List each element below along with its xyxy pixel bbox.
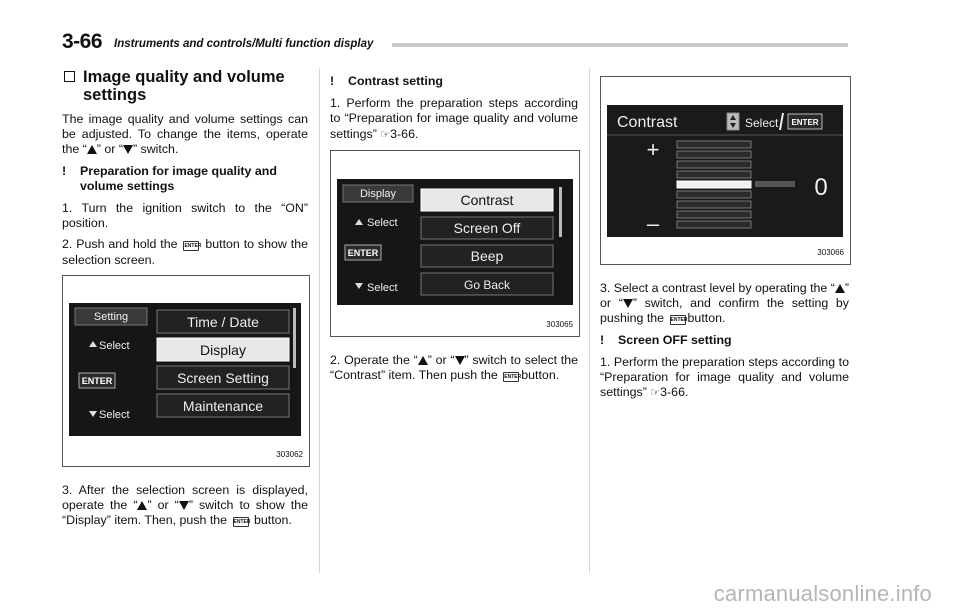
step-2: 2. Push and hold the ENTER button to show the selection screen. [62, 237, 308, 267]
figure-label: 303062 [276, 449, 303, 459]
fig2-left-select-down: Select [367, 281, 398, 294]
sub-heading: ! Preparation for image quality and volume settings [62, 163, 277, 193]
enter-button-icon: ENTER [233, 519, 251, 526]
column-divider [319, 68, 320, 573]
fig2-menu-screen-off: Screen Off [453, 219, 521, 236]
square-bullet-icon [64, 71, 75, 82]
header-rule [392, 43, 848, 47]
fig2-menu-go-back: Go Back [463, 277, 511, 292]
fig2-left-select-up: Select [367, 216, 398, 229]
triangle-up-icon [137, 501, 147, 510]
step-1: 1. Perform the preparation steps according to “Preparation for image quality and volume settings” ☞3-66. [330, 96, 578, 141]
triangle-up-icon [87, 145, 97, 154]
triangle-down-icon [455, 356, 465, 365]
enter-button-icon: ENTER [670, 317, 688, 324]
exclamation-bullet-icon: ! [62, 163, 67, 178]
fig3-plus: + [646, 137, 660, 162]
fig1-left-select-up: Select [99, 339, 130, 352]
figure-selection-screen [62, 275, 310, 467]
reference-arrow-icon: ☞ [380, 128, 391, 141]
fig1-left-select-down: Select [99, 408, 130, 421]
fig1-menu-screen-setting: Screen Setting [177, 369, 269, 386]
fig1-menu-maintenance: Maintenance [182, 397, 264, 414]
sub-heading: ! Contrast setting [330, 74, 443, 88]
reference-arrow-icon: ☞ [650, 387, 661, 400]
step-2: 2. Operate the “ ” or “ ” switch to select the “Contrast” item. Then push the ENTERbutton. [330, 352, 578, 383]
fig3-value: 0 [814, 174, 828, 201]
fig1-menu-display: Display [200, 341, 246, 358]
figure-label: 303065 [546, 319, 573, 329]
fig1-left-enter: ENTER [81, 375, 113, 386]
fig3-enter: ENTER [791, 118, 819, 127]
display-screen [69, 303, 301, 436]
column-1 [62, 68, 308, 534]
page-number: 3-66 [62, 30, 103, 53]
step-3: 3. Select a contrast level by operating the “ ” or “ ” switch, and confirm the setting by pushing the ENTERbutton. [600, 281, 850, 326]
fig3-title-contrast: Contrast [617, 114, 678, 131]
section-title: Instruments and controls/Multi function display [114, 38, 374, 50]
sub-heading: ! Screen OFF setting [600, 332, 732, 347]
figure-label: 303066 [817, 247, 844, 257]
fig2-left-display: Display [359, 187, 397, 200]
fig3-select: Select [745, 116, 779, 130]
enter-button-icon: ENTER [504, 374, 522, 381]
fig3-minus: – [646, 211, 660, 236]
fig2-menu-contrast: Contrast [460, 191, 514, 208]
fig2-menu-beep: Beep [470, 247, 504, 264]
column-divider [589, 68, 590, 573]
figure-contrast-screen [600, 76, 851, 265]
watermark: carmanualsonline.info [713, 581, 932, 606]
display-screen [607, 105, 843, 237]
triangle-up-icon [418, 356, 428, 365]
triangle-up-icon [835, 284, 845, 293]
triangle-down-icon [123, 145, 133, 154]
step-3: 3. After the selection screen is displayed, operate the “ ” or “ ” switch to show the “Display” item. Then, push the ENTER button. [62, 482, 309, 528]
triangle-down-icon [623, 299, 633, 308]
enter-button-icon: ENTER [184, 243, 202, 250]
exclamation-bullet-icon: ! [330, 74, 335, 88]
fig2-left-enter: ENTER [347, 247, 379, 258]
figure-display-menu [330, 150, 580, 337]
triangle-down-icon [179, 501, 189, 510]
step-1: 1. Perform the preparation steps according to “Preparation for image quality and volume settings” ☞3-66. [600, 354, 849, 400]
section-heading: Image quality and volume settings [62, 68, 308, 104]
column-3 [600, 68, 849, 407]
display-screen [337, 179, 573, 305]
intro-paragraph: The image quality and volume settings can be adjusted. To change the items, operate the “ ” or “ ” switch. [62, 112, 308, 157]
exclamation-bullet-icon: ! [600, 332, 605, 347]
page-header [62, 30, 848, 52]
column-2 [330, 68, 578, 389]
fig1-left-setting: Setting [93, 310, 129, 323]
step-1: 1. Turn the ignition switch to the “ON” position. [62, 201, 308, 231]
fig1-menu-time-date: Time / Date [187, 313, 259, 330]
